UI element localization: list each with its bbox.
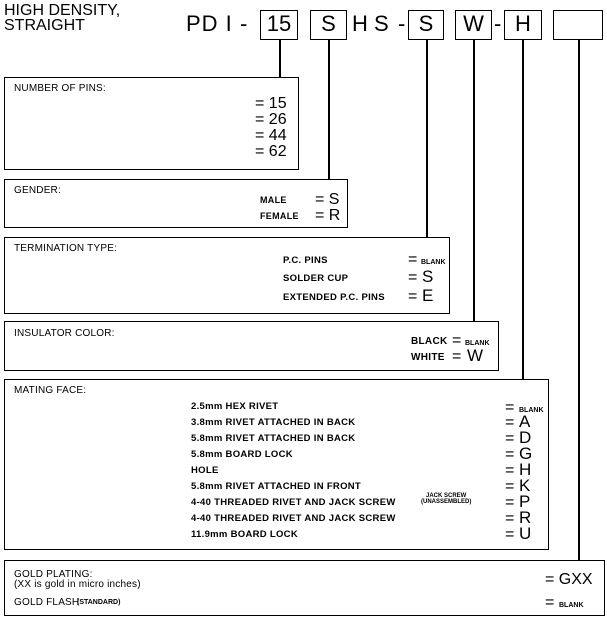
insulator-section xyxy=(4,321,499,371)
mating-opt-r-code: R xyxy=(519,508,532,527)
plating-connector-line xyxy=(578,40,580,560)
pins-section xyxy=(4,77,299,170)
termination-section xyxy=(4,237,450,314)
mating-opt-u-label: 11.9mm BOARD LOCK xyxy=(191,529,298,540)
gender-section xyxy=(4,179,348,228)
mating-opt-d-code: D xyxy=(519,428,532,447)
insulator-black-label: BLACK xyxy=(411,336,448,347)
termination-extended-code: E xyxy=(422,286,434,305)
termination-solder-cup-eq: = xyxy=(408,269,418,286)
mating-opt-u-eq: = xyxy=(505,526,515,543)
termination-extended-eq: = xyxy=(408,288,418,305)
mating-section-title: MATING FACE: xyxy=(14,385,87,396)
plating-section xyxy=(4,560,605,616)
gender-male-label: MALE xyxy=(260,195,287,205)
pins-option-26: = 26 xyxy=(255,111,287,128)
plating-code-box xyxy=(553,10,603,40)
mating-opt-a-code: A xyxy=(519,412,531,431)
gender-male-code: = S xyxy=(315,191,340,208)
pins-option-62: = 62 xyxy=(255,143,287,160)
mating-opt-g-label: 5.8mm BOARD LOCK xyxy=(191,449,293,460)
insulator-black-code: BLANK xyxy=(465,340,490,347)
pins-connector-line xyxy=(279,40,281,77)
insulator-white-code: W xyxy=(467,346,484,365)
mating-opt-p-note-top: JACK SCREW xyxy=(426,493,467,499)
plating-flash-eq: = xyxy=(545,594,555,611)
mating-opt-hex-rivet-code: BLANK xyxy=(519,407,544,414)
diagram-title-line1: HIGH DENSITY, xyxy=(4,2,121,19)
color-connector-line xyxy=(473,40,475,321)
mating-opt-r-eq: = xyxy=(505,510,515,527)
mating-opt-d-eq: = xyxy=(505,430,515,447)
insulator-white-eq: = xyxy=(452,348,462,365)
mating-opt-p-note xyxy=(421,493,471,505)
gender-connector-line xyxy=(328,40,330,179)
pins-section-title: NUMBER OF PINS: xyxy=(14,83,106,94)
gender-section-title: GENDER: xyxy=(14,185,61,196)
mating-opt-a-label: 3.8mm RIVET ATTACHED IN BACK xyxy=(191,417,356,428)
termination-solder-cup-label: SOLDER CUP xyxy=(283,273,349,284)
pins-option-15: = 15 xyxy=(255,95,287,112)
insulator-black-eq: = xyxy=(452,332,462,349)
termination-pc-pins-eq: = xyxy=(408,251,418,268)
mating-opt-p-label: 4-40 THREADED RIVET AND JACK SCREW xyxy=(191,497,396,508)
termination-pc-pins-label: P.C. PINS xyxy=(283,255,328,266)
plating-flash-label: GOLD FLASH xyxy=(14,597,80,608)
part-dash-2: - xyxy=(398,11,406,36)
diagram-title-line2: STRAIGHT xyxy=(4,17,85,34)
pins-option-44: = 44 xyxy=(255,127,287,144)
part-dash-3: - xyxy=(494,11,502,36)
gender-code-box: S xyxy=(310,10,347,40)
mating-opt-p-eq: = xyxy=(505,494,515,511)
termination-connector-line xyxy=(426,40,428,237)
mating-section xyxy=(4,379,549,550)
plating-note: (XX is gold in micro inches) xyxy=(14,579,141,590)
mating-opt-h-code: H xyxy=(519,460,532,479)
mating-opt-r-label: 4-40 THREADED RIVET AND JACK SCREW xyxy=(191,513,396,524)
part-middle: H S xyxy=(352,11,389,36)
termination-extended-label: EXTENDED P.C. PINS xyxy=(283,292,385,303)
termination-solder-cup-code: S xyxy=(422,267,434,286)
mating-opt-u-code: U xyxy=(519,524,532,543)
gender-female-code: = R xyxy=(315,207,341,224)
part-dash-1: - xyxy=(240,11,248,36)
plating-flash-code: BLANK xyxy=(559,602,584,609)
mating-opt-p-note-bottom: (UNASSEMBLED) xyxy=(421,499,472,505)
plating-flash-note: (STANDARD) xyxy=(77,599,121,606)
plating-title: GOLD PLATING: xyxy=(14,569,93,580)
part-prefix: PD I xyxy=(186,11,233,36)
mating-opt-a-eq: = xyxy=(505,414,515,431)
termination-pc-pins-code: BLANK xyxy=(421,259,446,266)
mating-opt-h-label: HOLE xyxy=(191,465,219,476)
mating-opt-k-label: 5.8mm RIVET ATTACHED IN FRONT xyxy=(191,481,362,492)
mating-code-box: H xyxy=(504,10,542,40)
mating-opt-k-eq: = xyxy=(505,478,515,495)
mating-opt-h-eq: = xyxy=(505,462,515,479)
color-code-box: W xyxy=(455,10,492,40)
mating-opt-d-label: 5.8mm RIVET ATTACHED IN BACK xyxy=(191,433,356,444)
mating-opt-g-code: G xyxy=(519,444,533,463)
termination-section-title: TERMINATION TYPE: xyxy=(14,243,118,254)
mating-opt-hex-rivet-label: 2.5mm HEX RIVET xyxy=(191,401,279,412)
plating-gxx-code: = GXX xyxy=(545,571,593,588)
insulator-white-label: WHITE xyxy=(411,352,445,363)
termination-code-box: S xyxy=(408,10,444,40)
pins-code-box: 15 xyxy=(260,10,298,40)
mating-opt-g-eq: = xyxy=(505,446,515,463)
mating-opt-p-code: P xyxy=(519,492,531,511)
mating-connector-line xyxy=(522,40,524,379)
insulator-section-title: INSULATOR COLOR: xyxy=(14,328,115,339)
mating-opt-k-code: K xyxy=(519,476,531,495)
gender-female-label: FEMALE xyxy=(260,211,299,221)
mating-opt-hex-rivet-eq: = xyxy=(505,399,515,416)
